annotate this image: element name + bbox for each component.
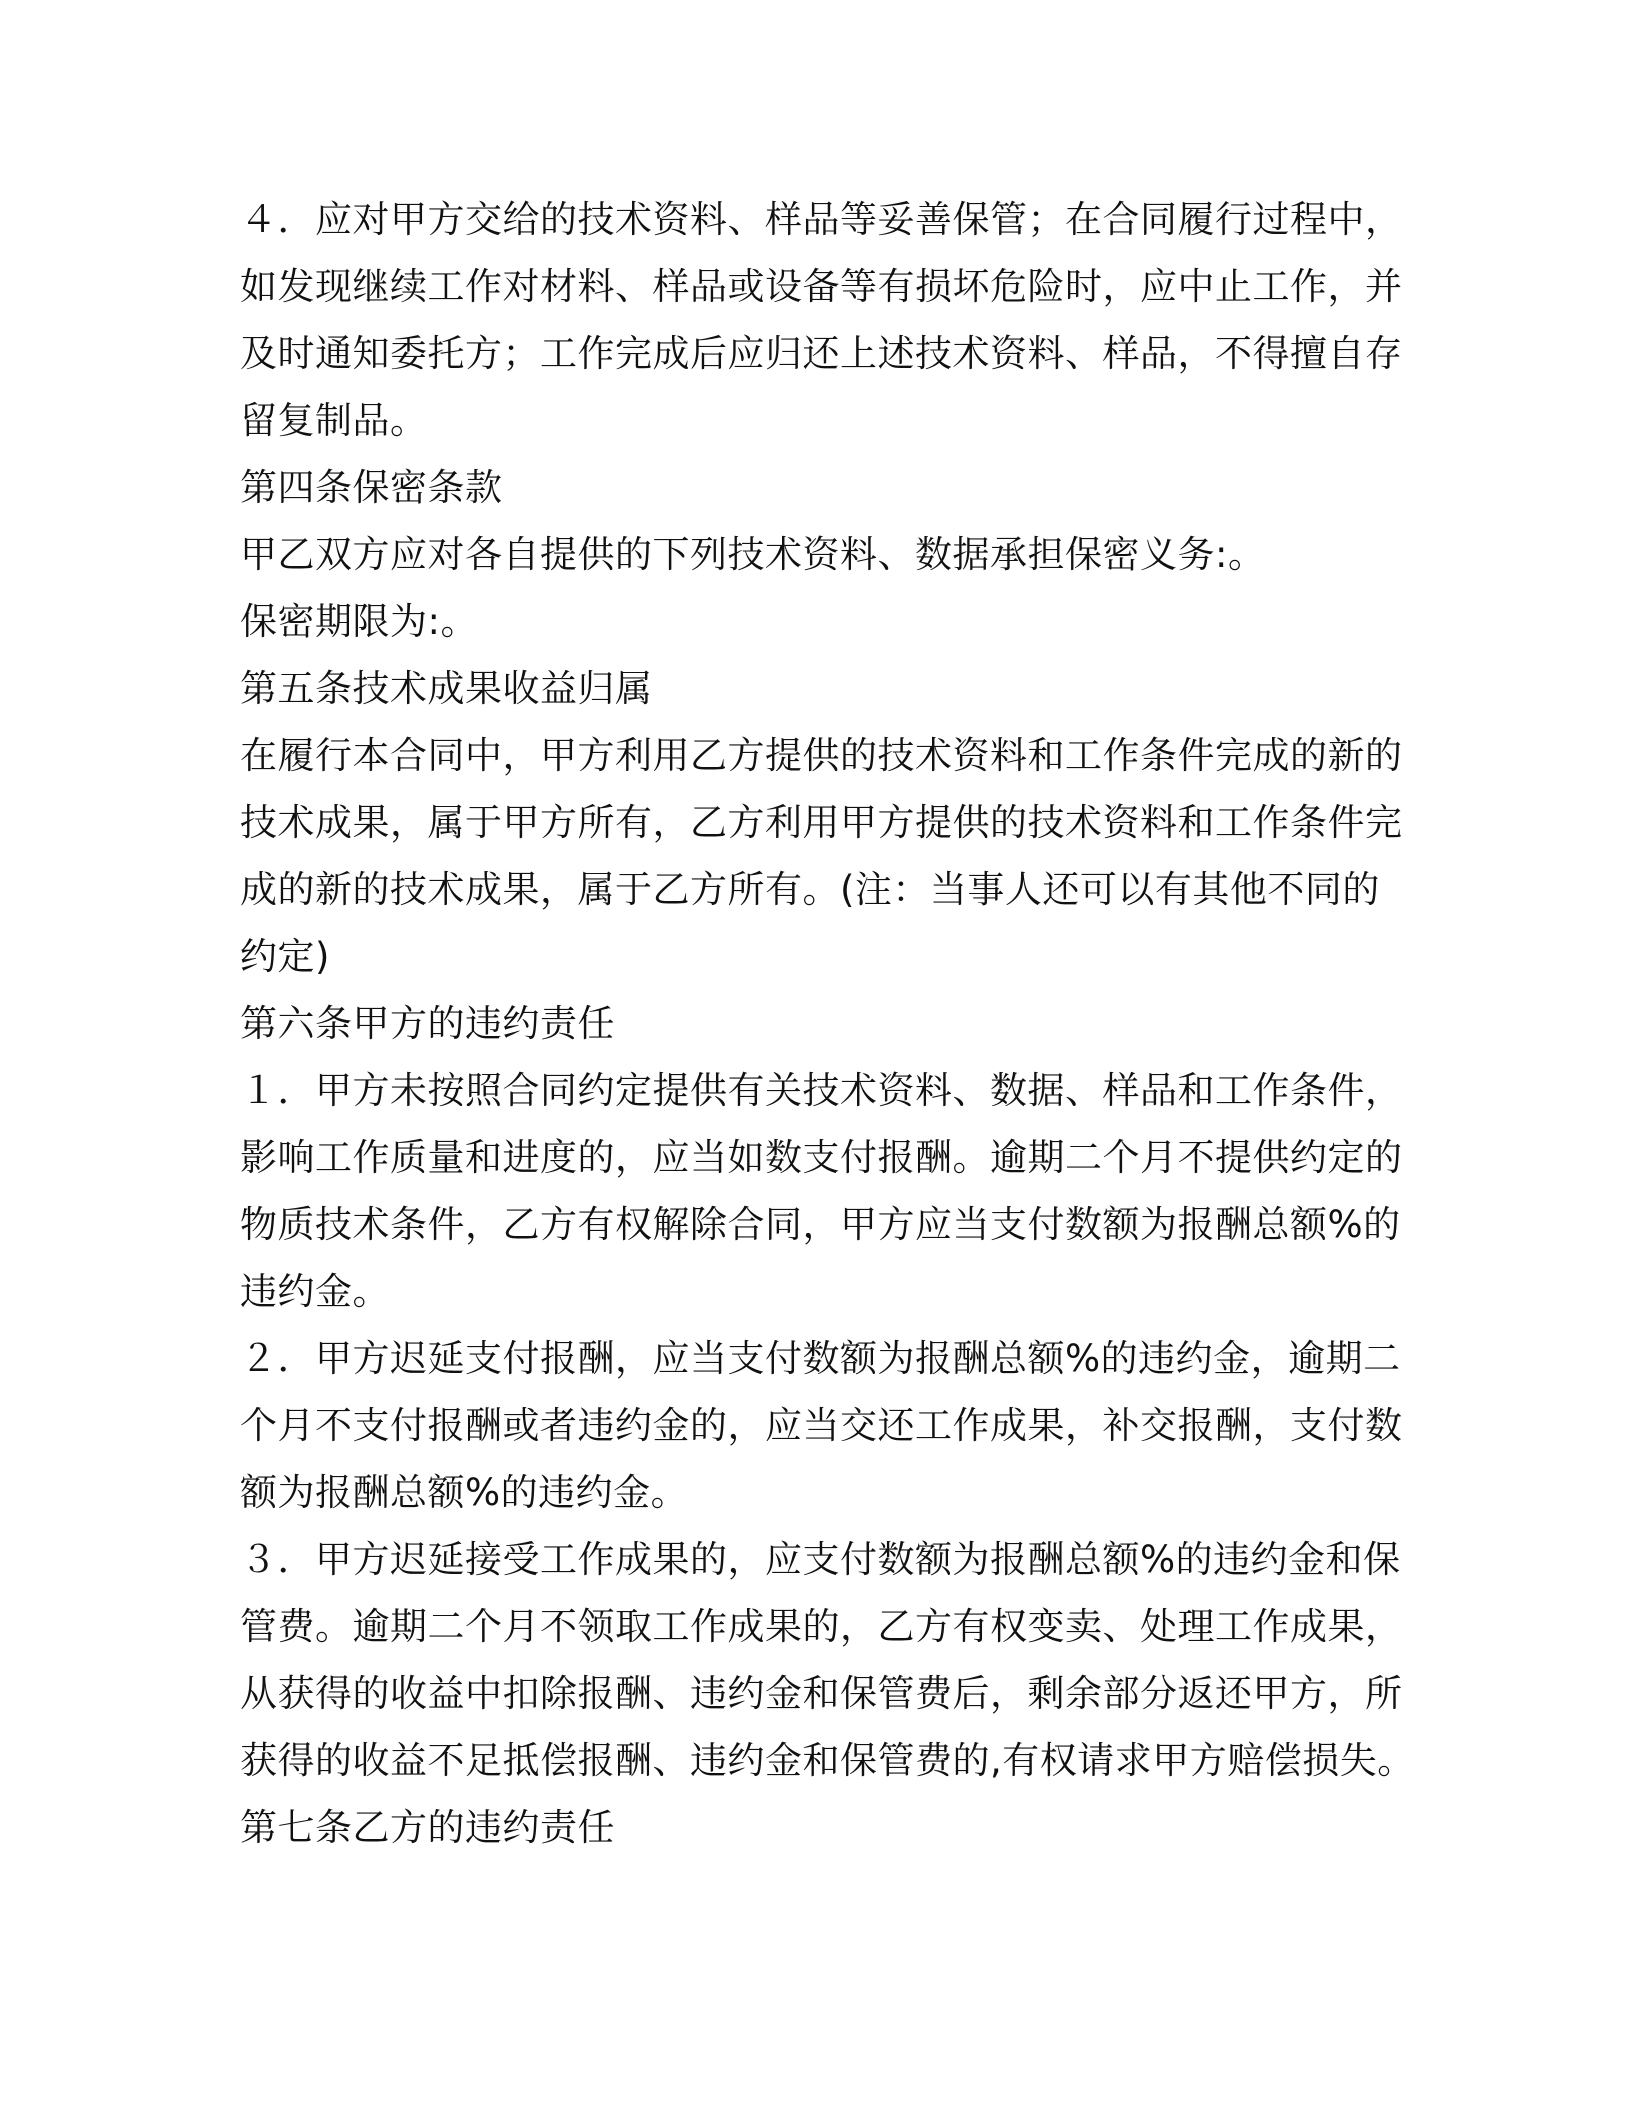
text-line: 在履行本合同中，甲方利用乙方提供的技术资料和工作条件完成的新的 [240,734,1403,777]
text-line: 物质技术条件，乙方有权解除合同，甲方应当支付数额为报酬总额%的 [240,1203,1401,1246]
text-line: 及时通知委托方；工作完成后应归还上述技术资料、样品，不得擅自存 [240,332,1403,375]
section-heading: 第六条甲方的违约责任 [240,1002,615,1045]
document-body [240,186,1415,1861]
text-line: 违约金。 [240,1270,390,1313]
text-line: 技术成果，属于甲方所有，乙方利用甲方提供的技术资料和工作条件完 [240,801,1403,844]
text-line: 保密期限为:。 [240,600,478,643]
text-line: 影响工作质量和进度的，应当如数支付报酬。逾期二个月不提供约定的 [240,1136,1403,1179]
text-line: 成的新的技术成果，属于乙方所有。(注：当事人还可以有其他不同的 [240,868,1380,911]
section-heading: 第五条技术成果收益归属 [240,667,653,710]
text-line: 约定) [240,935,330,978]
section-heading: 第四条保密条款 [240,466,503,509]
text-line: ４．应对甲方交给的技术资料、样品等妥善保管；在合同履行过程中， [240,198,1403,241]
text-line: ３．甲方迟延接受工作成果的，应支付数额为报酬总额%的违约金和保 [240,1538,1401,1581]
text-line: 留复制品。 [240,399,428,442]
text-line: ２．甲方迟延支付报酬，应当支付数额为报酬总额%的违约金，逾期二 [240,1337,1401,1380]
text-line: １．甲方未按照合同约定提供有关技术资料、数据、样品和工作条件， [240,1069,1403,1112]
text-line: 从获得的收益中扣除报酬、违约金和保管费后，剩余部分返还甲方，所 [240,1672,1403,1715]
text-line: 个月不支付报酬或者违约金的，应当交还工作成果，补交报酬，支付数 [240,1404,1403,1447]
text-line: 甲乙双方应对各自提供的下列技术资料、数据承担保密义务:。 [240,533,1266,576]
text-line: 额为报酬总额%的违约金。 [240,1471,689,1514]
section-heading: 第七条乙方的违约责任 [240,1806,615,1849]
text-line: 管费。逾期二个月不领取工作成果的，乙方有权变卖、处理工作成果， [240,1605,1403,1648]
text-line: 如发现继续工作对材料、样品或设备等有损坏危险时，应中止工作，并 [240,265,1403,308]
text-line: 获得的收益不足抵偿报酬、违约金和保管费的,有权请求甲方赔偿损失。 [240,1739,1415,1782]
